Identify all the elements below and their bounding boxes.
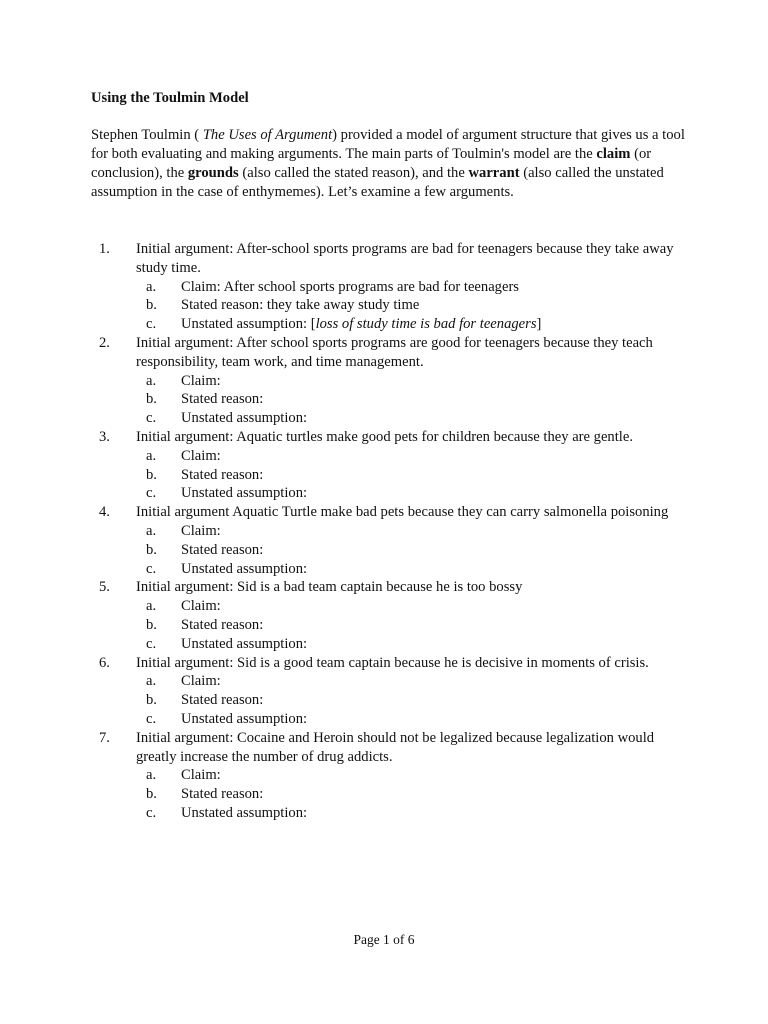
argument-number: 2.: [99, 334, 110, 351]
argument-parts: [136, 766, 691, 822]
stated-reason-label: Stated reason:: [181, 692, 264, 709]
unstated-assumption-line: [136, 710, 691, 729]
book-title: The Uses of Argument: [202, 127, 333, 143]
stated-reason-line: [136, 785, 691, 804]
unstated-assumption-line: [136, 804, 691, 823]
argument-text: Initial argument: After school sports programs are good for teenagers because they teach responsibility, team work, and time management.: [136, 334, 653, 370]
claim-line: [136, 766, 691, 785]
part-letter: b.: [146, 786, 157, 803]
claim-line: [136, 522, 691, 541]
argument-item: [91, 729, 691, 823]
argument-text: Initial argument: Aquatic turtles make good pets for children because they are gentle.: [136, 428, 633, 445]
part-letter: a.: [146, 767, 157, 784]
term-grounds: grounds: [187, 165, 239, 181]
part-letter: c.: [146, 804, 157, 821]
part-letter: a.: [146, 522, 157, 539]
stated-reason-line: [136, 466, 691, 485]
argument-number: 4.: [99, 504, 110, 521]
intro-text: (or conclusion), the: [91, 146, 652, 181]
argument-list: [91, 240, 691, 823]
page-title: Using the Toulmin Model: [91, 90, 249, 106]
argument-item: [91, 428, 691, 503]
argument-number: 3.: [99, 428, 110, 445]
claim-line: [136, 447, 691, 466]
claim-line: [136, 278, 691, 297]
stated-reason-line: [136, 541, 691, 560]
claim-label: Claim:: [181, 767, 221, 784]
argument-parts: [136, 597, 691, 653]
claim-label: Claim:: [181, 447, 221, 464]
stated-reason-label: Stated reason:: [181, 391, 264, 408]
part-letter: a.: [146, 447, 157, 464]
argument-number: 5.: [99, 579, 110, 596]
part-letter: b.: [146, 391, 157, 408]
part-letter: a.: [146, 673, 157, 690]
unstated-assumption-label: Unstated assumption: [: [181, 316, 316, 333]
argument-text: Initial argument: After-school sports programs are bad for teenagers because they take away study time.: [136, 241, 674, 276]
argument-text: Initial argument: Cocaine and Heroin should not be legalized because legalization would greatly increase the number of drug addicts.: [136, 729, 655, 765]
stated-reason-line: [136, 691, 691, 710]
argument-parts: [136, 447, 691, 503]
claim-label: Claim:: [181, 673, 221, 690]
part-letter: c.: [146, 635, 157, 652]
unstated-assumption-answer: loss of study time is bad for teenagers: [315, 316, 537, 333]
argument-parts: [136, 522, 691, 578]
part-letter: c.: [146, 485, 157, 502]
part-letter: c.: [146, 316, 157, 333]
argument-item: [91, 334, 691, 428]
part-letter: a.: [146, 372, 157, 389]
part-letter: a.: [146, 278, 157, 295]
unstated-assumption-label: Unstated assumption:: [181, 804, 308, 821]
term-claim: claim: [596, 146, 631, 162]
argument-text: Initial argument Aquatic Turtle make bad pets because they can carry salmonella poisoning: [136, 504, 669, 521]
argument-number: 1.: [99, 241, 110, 257]
claim-label: Claim:: [181, 522, 221, 539]
part-letter: b.: [146, 297, 157, 314]
unstated-assumption-line: [136, 409, 691, 428]
unstated-assumption-label: Unstated assumption:: [181, 560, 308, 577]
part-letter: a.: [146, 598, 157, 615]
argument-parts: [136, 278, 691, 334]
argument-item: [91, 654, 691, 729]
intro-text: (also called the unstated assumption in the case of enthymemes). Let’s examine a few arguments.: [91, 165, 664, 200]
stated-reason-label: Stated reason:: [181, 541, 264, 558]
argument-number: 6.: [99, 654, 110, 671]
argument-item: [91, 503, 691, 578]
part-letter: b.: [146, 692, 157, 709]
argument-parts: [136, 672, 691, 728]
page-number-footer: Page 1 of 6: [353, 932, 415, 947]
stated-reason-label: Stated reason: they take away study time: [181, 297, 420, 314]
bracket-close: ]: [536, 316, 542, 333]
argument-item: [91, 240, 691, 334]
argument-text: Initial argument: Sid is a good team captain because he is decisive in moments of crisis.: [136, 654, 649, 671]
argument-parts: [136, 372, 691, 428]
claim-label: Claim:: [181, 372, 221, 389]
part-letter: b.: [146, 541, 157, 558]
claim-label: Claim: After school sports programs are bad for teenagers: [181, 278, 519, 295]
claim-line: [136, 372, 691, 391]
unstated-assumption-label: Unstated assumption:: [181, 710, 308, 727]
unstated-assumption-label: Unstated assumption:: [181, 485, 308, 502]
term-warrant: warrant: [468, 165, 520, 181]
unstated-assumption-label: Unstated assumption:: [181, 410, 308, 427]
unstated-assumption-line: [136, 484, 691, 503]
argument-text: Initial argument: Sid is a bad team captain because he is too bossy: [136, 579, 523, 596]
stated-reason-line: [136, 616, 691, 635]
stated-reason-line: [136, 390, 691, 409]
argument-number: 7.: [99, 729, 110, 746]
unstated-assumption-line: [136, 560, 691, 579]
claim-label: Claim:: [181, 598, 221, 615]
unstated-assumption-line: [136, 635, 691, 654]
part-letter: c.: [146, 560, 157, 577]
unstated-assumption-label: Unstated assumption:: [181, 635, 308, 652]
stated-reason-label: Stated reason:: [181, 616, 264, 633]
intro-text: Stephen Toulmin (: [91, 127, 203, 143]
intro-paragraph: [91, 126, 691, 202]
intro-text: (also called the stated reason), and the: [238, 165, 469, 181]
claim-line: [136, 597, 691, 616]
unstated-assumption-line: [136, 315, 691, 334]
intro-text: ) provided a model of argument structure that gives us a tool for both evaluating and making arguments. The main parts of Toulmin's model are the: [91, 127, 685, 162]
part-letter: b.: [146, 616, 157, 633]
part-letter: b.: [146, 466, 157, 483]
stated-reason-label: Stated reason:: [181, 466, 264, 483]
part-letter: c.: [146, 710, 157, 727]
stated-reason-line: [136, 296, 691, 315]
part-letter: c.: [146, 410, 157, 427]
claim-line: [136, 672, 691, 691]
stated-reason-label: Stated reason:: [181, 786, 264, 803]
argument-item: [91, 578, 691, 653]
